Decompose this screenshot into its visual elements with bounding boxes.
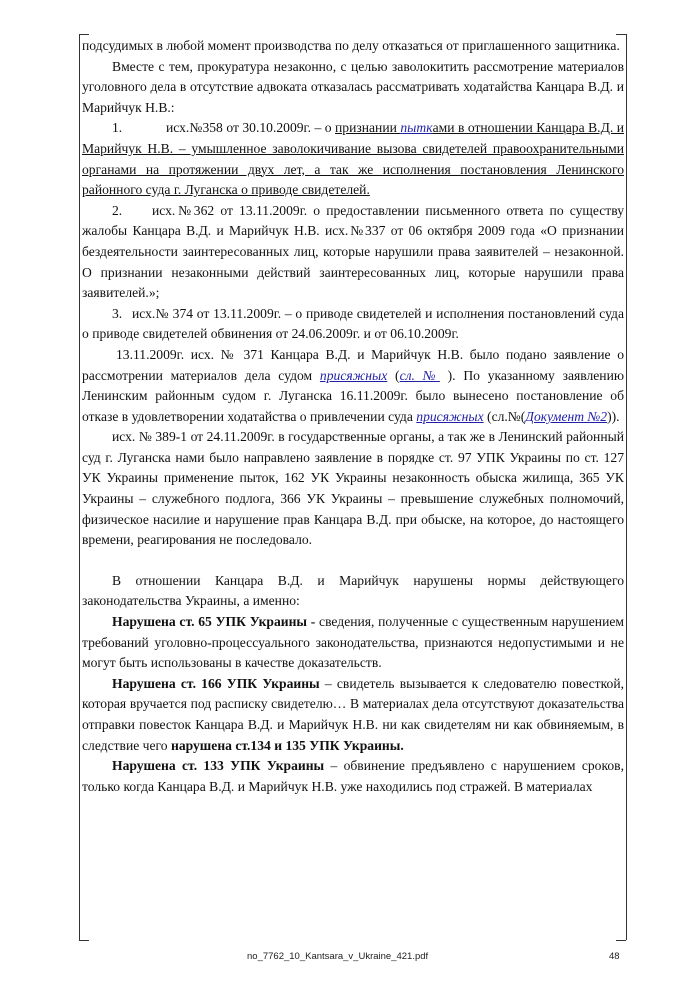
hyperlink-case-number[interactable]: сл. № — [399, 367, 440, 383]
list-item-text-underlined: признании — [335, 120, 401, 136]
paragraph-violation-art65 — [82, 612, 624, 674]
list-item-text-underlined: ами в отношении Канцара В.Д. и Марийчук Н.В. – умышленное заволокичивание вызова свидетелей правоохранительными органами на протяжении двух лет, а так же исполнения постановления Ленинского районного суда г. Луганска о приводе свидетелей. — [82, 120, 624, 198]
paragraph-jury-request — [82, 345, 624, 427]
corner-mark — [79, 34, 89, 35]
text-run: (сл.№( — [483, 408, 526, 424]
corner-mark — [79, 940, 89, 941]
text-run: )). — [607, 408, 620, 424]
page-number: 48 — [609, 951, 620, 962]
text-run: 13.11.2009г. исх. № 371 Канцара В.Д. и Марийчук Н.В. было подано заявление о рассмотрении материалов дела судом — [82, 346, 624, 383]
paragraph-complaint: исх. № 389-1 от 24.11.2009г. в государственные органы, а так же в Ленинский районный суд г. Луганска нами было направлено заявление в порядке ст. 97 УПК Украины по ст. 127 УК Украины применение пыток, 162 УК Украины незаконность обыска жилища, 365 УК Украины – служебного подлога, 366 УК Украины – превышение служебных полномочий, физическое насилие и нарушение прав Канцара В.Д. при обыске, на которое, до настоящего времени, реагирования не последовало. — [82, 429, 624, 548]
list-number: 3. — [112, 305, 123, 321]
text-run: сведения, полученные с существенным нарушением требований уголовно-процессуального законодательства, признаются недопустимыми и не могут быть использованы в качестве доказательств. — [82, 614, 624, 671]
hyperlink-document-2[interactable]: Документ №2 — [525, 408, 608, 424]
text-run: ( — [387, 367, 400, 383]
right-margin-line — [626, 34, 627, 940]
violation-heading: Нарушена ст. 166 УПК Украины — [112, 675, 320, 691]
hyperlink-jury[interactable]: присяжных — [416, 408, 484, 424]
list-item-text: исх.№362 от 13.11.2009г. о предоставлении письменного ответа по существу жалобы Канцара В.Д. и Марийчук Н.В. исх.№337 от 06 октября 2009 года «О признании бездеятельности заинтересованных лиц, которые нарушили права заявителей – незаконной. О признании незаконными действий заинтересованных лиц, которые нарушили права заявителей.»; — [82, 202, 624, 301]
left-margin-line — [79, 34, 80, 940]
text-run: ). По указанному заявлению Ленинским районным судом г. Луганска 16.11.2009г. было вынесено постановление об отказе в удовлетворении ходатайства о привлечении суда — [82, 367, 624, 424]
list-item-text: исх.№ 374 от 13.11.2009г. – о приводе свидетелей и исполнения постановлений суда о приводе свидетелей обвинения от 24.06.2009г. и от 06.10.2009г. — [82, 305, 624, 342]
list-number: 1. — [112, 120, 123, 136]
paragraph-violations-intro: В отношении Канцара В.Д. и Марийчук нарушены нормы действующего законодательства Украины, а именно: — [82, 572, 624, 609]
violation-heading: Нарушена ст. 65 УПК Украины - — [112, 614, 316, 630]
violation-heading: Нарушена ст. 133 УПК Украины — [112, 758, 325, 774]
paragraph-continuation: подсудимых в любой момент производства по делу отказаться от приглашенного защитника. — [82, 38, 620, 53]
violation-conclusion: нарушена ст.134 и 135 УПК Украины. — [171, 737, 404, 753]
list-item-1 — [82, 118, 624, 200]
list-number: 2. — [112, 202, 123, 218]
paragraph-intro: Вместе с тем, прокуратура незаконно, с целью заволокитить рассмотрение материалов уголовного дела в отсутствие адвоката отказалась рассматривать ходатайства Канцара В.Д. и Марийчук Н.В.: — [82, 58, 624, 115]
footer-filename: no_7762_10_Kantsara_v_Ukraine_421.pdf — [247, 951, 429, 962]
paragraph-violation-art166 — [82, 674, 624, 756]
spacer — [82, 551, 624, 571]
page-content — [82, 36, 624, 797]
hyperlink-torture[interactable]: пытк — [400, 120, 433, 136]
corner-mark — [616, 34, 626, 35]
corner-mark — [616, 940, 626, 941]
paragraph-violation-art133 — [82, 756, 624, 797]
hyperlink-jury[interactable]: присяжных — [319, 367, 388, 383]
list-item-3 — [82, 304, 624, 345]
text-run: – обвинение предъявлено с нарушением сроков, только когда Канцара В.Д. и Марийчук Н.В. уже находились под стражей. В материалах — [82, 758, 624, 794]
text-run: – свидетель вызывается к следователю повесткой, которая вручается под расписку свидетелю… В материалах дела отсутствуют доказательства отправки повесток Канцара В.Д. и Марийчук Н.В. ни как свидетелям ни как обвиняемым, в следствие чего — [82, 675, 624, 753]
list-item-2 — [82, 201, 624, 304]
list-item-text: исх.№358 от 30.10.2009г. – о — [166, 120, 336, 136]
